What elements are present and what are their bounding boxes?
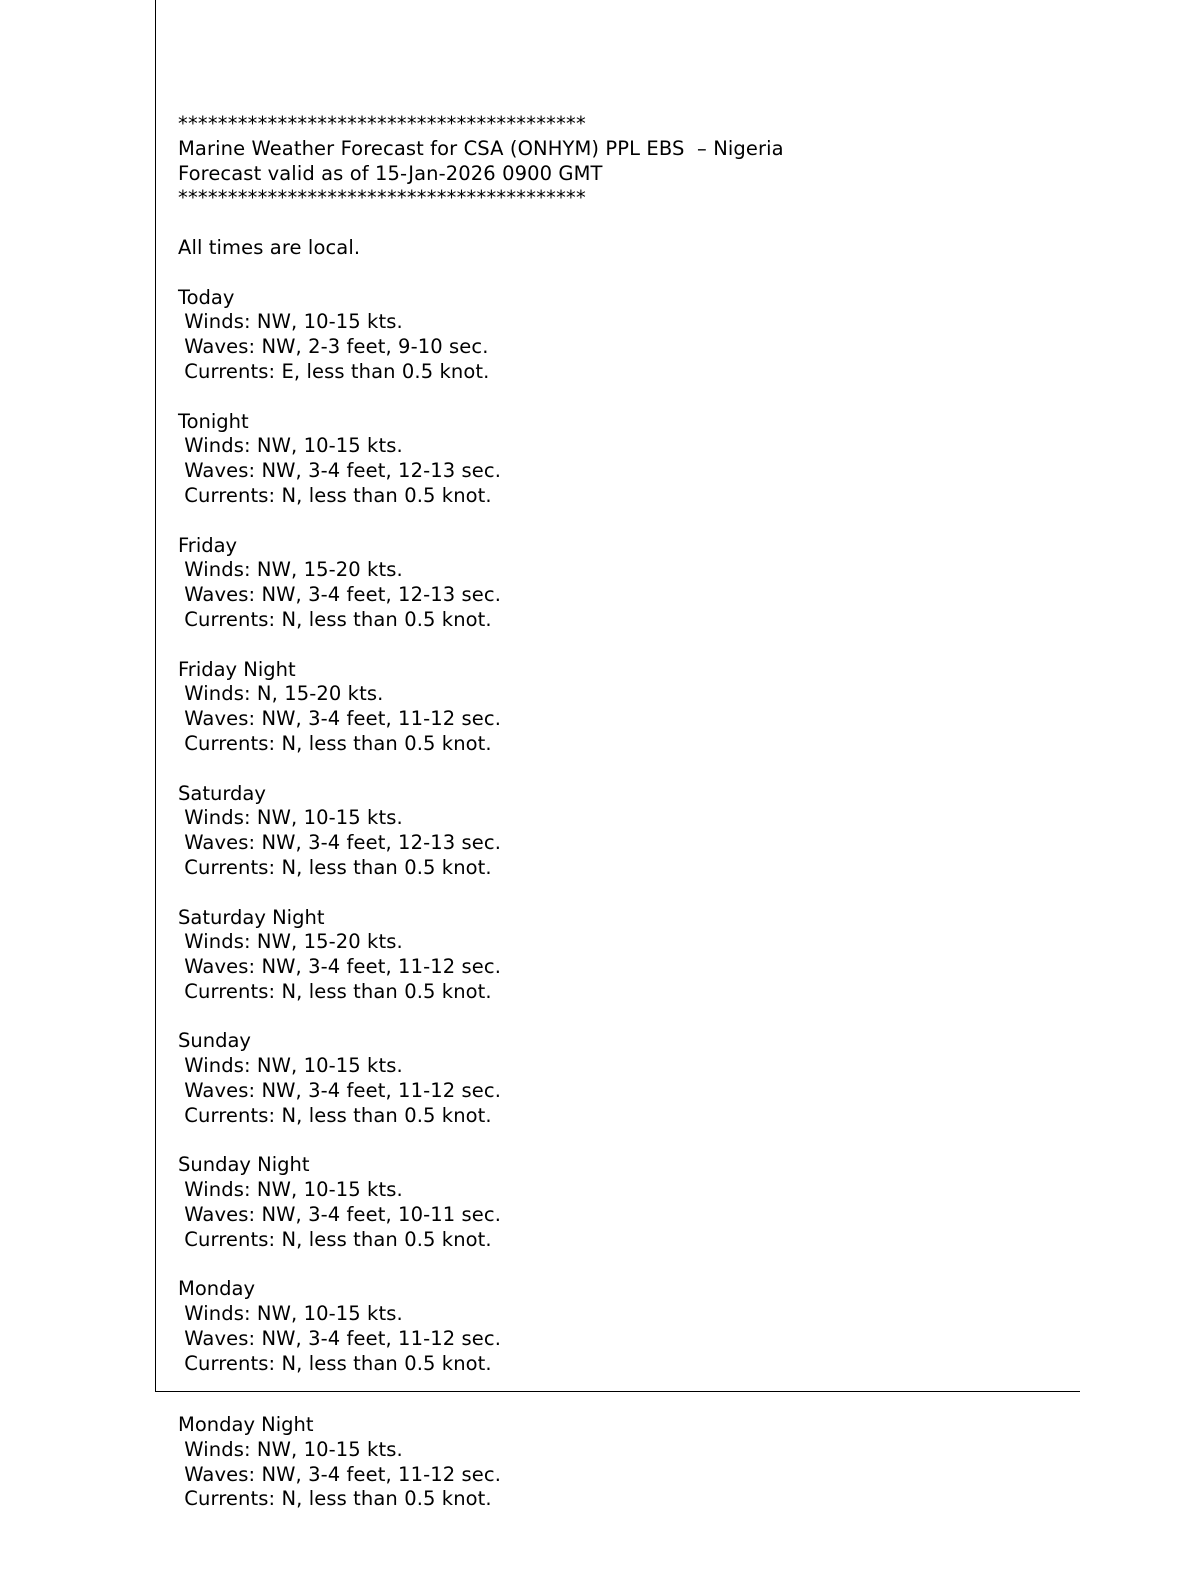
period-waves-saturday: Waves: NW, 3-4 feet, 12-13 sec.	[178, 831, 501, 855]
period-currents-saturday-night: Currents: N, less than 0.5 knot.	[178, 979, 492, 1003]
period-winds-sunday: Winds: NW, 10-15 kts.	[178, 1054, 403, 1078]
period-currents-sunday: Currents: N, less than 0.5 knot.	[178, 1103, 492, 1127]
spacer	[178, 1253, 1058, 1278]
period-winds-saturday-night: Winds: NW, 15-20 kts.	[178, 930, 403, 954]
period-waves-tonight: Waves: NW, 3-4 feet, 12-13 sec.	[178, 459, 501, 483]
period-title-sunday: Sunday	[178, 1029, 251, 1053]
forecast-validity: Forecast valid as of 15-Jan-2026 0900 GMT	[178, 161, 603, 185]
forecast-body	[178, 112, 1058, 1377]
period-currents-sunday-night: Currents: N, less than 0.5 knot.	[178, 1227, 492, 1251]
period-title-monday: Monday	[178, 1277, 255, 1301]
period-waves-monday-night: Waves: NW, 3-4 feet, 11-12 sec.	[178, 1462, 501, 1486]
period-winds-today: Winds: NW, 10-15 kts.	[178, 310, 403, 334]
spacer	[178, 757, 1058, 782]
period-currents-monday: Currents: N, less than 0.5 knot.	[178, 1351, 492, 1375]
period-title-monday-night: Monday Night	[178, 1413, 314, 1436]
period-title-tonight: Tonight	[178, 409, 249, 433]
period-waves-today: Waves: NW, 2-3 feet, 9-10 sec.	[178, 335, 489, 359]
spacer	[178, 261, 1058, 286]
spacer	[178, 1005, 1058, 1030]
spacer	[178, 633, 1058, 658]
period-winds-saturday: Winds: NW, 10-15 kts.	[178, 806, 403, 830]
period-winds-sunday-night: Winds: NW, 10-15 kts.	[178, 1178, 403, 1202]
period-currents-friday: Currents: N, less than 0.5 knot.	[178, 607, 492, 631]
period-waves-saturday-night: Waves: NW, 3-4 feet, 11-12 sec.	[178, 955, 501, 979]
separator-bottom: *****************************************	[178, 186, 586, 210]
period-title-friday-night: Friday Night	[178, 657, 296, 681]
period-currents-saturday: Currents: N, less than 0.5 knot.	[178, 855, 492, 879]
period-title-sunday-night: Sunday Night	[178, 1153, 310, 1177]
period-currents-monday-night: Currents: N, less than 0.5 knot.	[178, 1487, 492, 1511]
period-winds-tonight: Winds: NW, 10-15 kts.	[178, 434, 403, 458]
period-currents-today: Currents: E, less than 0.5 knot.	[178, 359, 490, 383]
forecast-continuation	[178, 1413, 1058, 1512]
period-title-saturday-night: Saturday Night	[178, 905, 325, 929]
spacer	[178, 1129, 1058, 1154]
period-winds-friday-night: Winds: N, 15-20 kts.	[178, 682, 384, 706]
separator-top: *****************************************	[178, 112, 586, 135]
period-title-today: Today	[178, 285, 235, 309]
period-winds-friday: Winds: NW, 15-20 kts.	[178, 558, 403, 582]
period-winds-monday: Winds: NW, 10-15 kts.	[178, 1302, 403, 1326]
period-currents-friday-night: Currents: N, less than 0.5 knot.	[178, 731, 492, 755]
spacer	[178, 211, 1058, 236]
period-waves-sunday-night: Waves: NW, 3-4 feet, 10-11 sec.	[178, 1203, 501, 1227]
spacer	[178, 881, 1058, 906]
period-waves-friday: Waves: NW, 3-4 feet, 12-13 sec.	[178, 583, 501, 607]
period-title-saturday: Saturday	[178, 781, 266, 805]
spacer	[178, 385, 1058, 410]
document-title: Marine Weather Forecast for CSA (ONHYM) PPL EBS – Nigeria	[178, 136, 784, 160]
period-waves-monday: Waves: NW, 3-4 feet, 11-12 sec.	[178, 1327, 501, 1351]
period-waves-sunday: Waves: NW, 3-4 feet, 11-12 sec.	[178, 1079, 501, 1103]
period-winds-monday-night: Winds: NW, 10-15 kts.	[178, 1437, 403, 1461]
period-title-friday: Friday	[178, 533, 238, 557]
times-note: All times are local.	[178, 235, 361, 259]
spacer	[178, 509, 1058, 534]
period-waves-friday-night: Waves: NW, 3-4 feet, 11-12 sec.	[178, 707, 501, 731]
period-currents-tonight: Currents: N, less than 0.5 knot.	[178, 483, 492, 507]
